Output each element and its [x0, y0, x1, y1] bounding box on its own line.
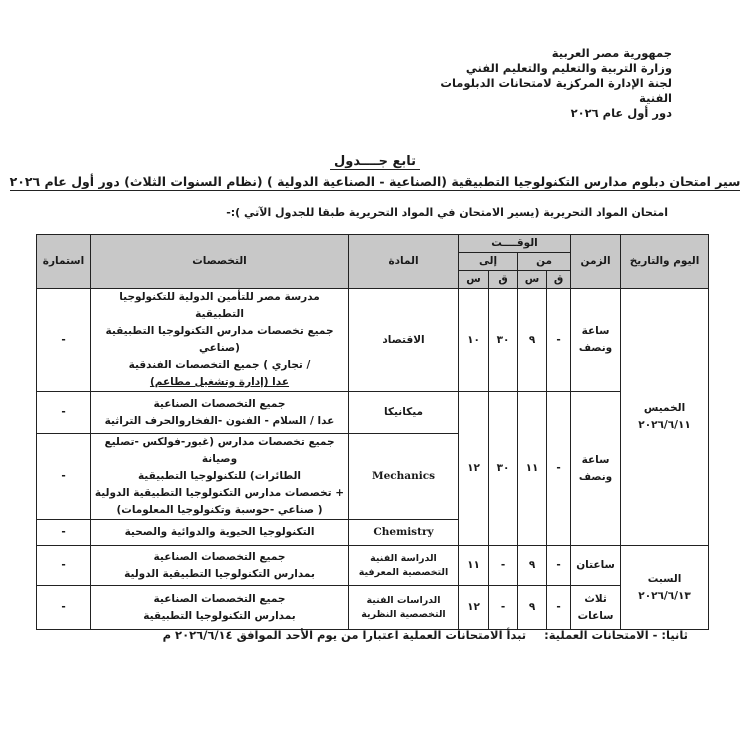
duration-cell: ساعة ونصف	[571, 289, 621, 392]
header-day-date: اليوم والتاريخ	[621, 235, 709, 289]
duration-cell: ثلاث ساعات	[571, 586, 621, 630]
duration-cell: ساعتان	[571, 546, 621, 586]
header-to-s: س	[459, 271, 489, 289]
to-q-cell: -	[489, 546, 518, 586]
header-subject: المادة	[349, 235, 459, 289]
document-header	[412, 46, 672, 121]
footer-text: تبدأ الامتحانات العملية اعتبارا من يوم الأحد الموافق ٢٠٢٦/٦/١٤ م	[162, 628, 527, 642]
form-cell: -	[37, 586, 91, 630]
title-continuation: تابع جــــدول	[0, 154, 750, 169]
to-s-cell: ١٢	[459, 586, 489, 630]
table-row	[37, 586, 709, 630]
header-from-q: ق	[547, 271, 571, 289]
header-to-q: ق	[489, 271, 518, 289]
to-q-cell: ٣٠	[489, 289, 518, 392]
duration-cell: ساعة ونصف	[571, 392, 621, 546]
header-time: الوقــــت	[459, 235, 571, 253]
header-from-s: س	[518, 271, 547, 289]
header-form: استمارة	[37, 235, 91, 289]
specializations-cell: جميع التخصصات الصناعية عدا / السلام - الفنون -الفخاروالحرف التراثية	[91, 392, 349, 434]
from-s-cell: ٩	[518, 289, 547, 392]
table-row	[37, 392, 709, 434]
form-cell: -	[37, 520, 91, 546]
table-row	[37, 289, 709, 392]
table-row	[37, 546, 709, 586]
from-q-cell: -	[547, 586, 571, 630]
header-duration: الزمن	[571, 235, 621, 289]
from-s-cell: ٩	[518, 546, 547, 586]
practical-exams-note	[163, 628, 688, 642]
subject-cell: الدراسة الفنية التخصصية المعرفية	[349, 546, 459, 586]
subject-cell: ميكانيكا	[349, 392, 459, 434]
exception-note: عدا (إدارة وتشغيل مطاعم)	[149, 376, 290, 388]
form-cell: -	[37, 392, 91, 434]
from-s-cell: ٩	[518, 586, 547, 630]
subject-cell: Mechanics	[349, 434, 459, 520]
header-from: من	[518, 253, 571, 271]
footer-label: ثانيا: - الامتحانات العملية:	[544, 628, 688, 642]
from-q-cell: -	[547, 392, 571, 546]
subject-cell: الدراسات الفنية التخصصية النظرية	[349, 586, 459, 630]
intro-text: امتحان المواد التحريرية (يسير الامتحان في المواد التحريرية طبقا للجدول الآتي ):-	[226, 206, 668, 219]
specializations-cell: جميع تخصصات مدارس (غبور-فولكس -تصليع وصيانة الطائرات) للتكنولوجيا التطبيقية + تخصصات مدارس التكنولوجيا التطبيقية الدولية ( صناعي -حوسبة وتكنولوجيا المعلومات)	[91, 434, 349, 520]
from-s-cell: ١١	[518, 392, 547, 546]
to-s-cell: ١١	[459, 546, 489, 586]
to-q-cell: -	[489, 586, 518, 630]
from-q-cell: -	[547, 289, 571, 392]
subject-cell: الاقتصاد	[349, 289, 459, 392]
header-row	[37, 235, 709, 253]
exam-schedule-table	[36, 234, 709, 630]
header-committee: لجنة الإدارة المركزية لامتحانات الدبلومات الفنية	[440, 76, 672, 105]
day-cell-saturday: السبت ٢٠٢٦/٦/١٣	[621, 546, 709, 630]
form-cell: -	[37, 289, 91, 392]
to-s-cell: ١٢	[459, 392, 489, 546]
header-to: إلى	[459, 253, 518, 271]
specializations-cell: مدرسة مصر للتأمين الدولية للتكنولوجيا التطبيقية جميع تخصصات مدارس التكنولوجيا التطبيقية (صناعي / تجاري ) جميع التخصصات الفندقية عدا (إدارة وتشغيل مطاعم)	[91, 289, 349, 392]
header-specializations: التخصصات	[91, 235, 349, 289]
day-cell-thursday: الخميس ٢٠٢٦/٦/١١	[621, 289, 709, 546]
specializations-cell: التكنولوجيا الحيوية والدوائية والصحية	[91, 520, 349, 546]
subject-cell: Chemistry	[349, 520, 459, 546]
specializations-cell: جميع التخصصات الصناعية بمدارس التكنولوجيا التطبيقية	[91, 586, 349, 630]
header-country: جمهورية مصر العربية	[551, 46, 672, 60]
from-q-cell: -	[547, 546, 571, 586]
to-q-cell: ٣٠	[489, 392, 518, 546]
header-session: دور أول عام ٢٠٢٦	[570, 106, 672, 120]
to-s-cell: ١٠	[459, 289, 489, 392]
specializations-cell: جميع التخصصات الصناعية بمدارس التكنولوجيا التطبيقية الدولية	[91, 546, 349, 586]
form-cell: -	[37, 434, 91, 520]
page-title: سير امتحان دبلوم مدارس التكنولوجيا التطبيقية (الصناعية - الصناعية الدولية ) (نظام السنوات الثلاث) دور أول عام ٢٠٢٦	[9, 174, 741, 189]
form-cell: -	[37, 546, 91, 586]
header-ministry: وزارة التربية والتعليم والتعليم الفني	[465, 61, 672, 75]
